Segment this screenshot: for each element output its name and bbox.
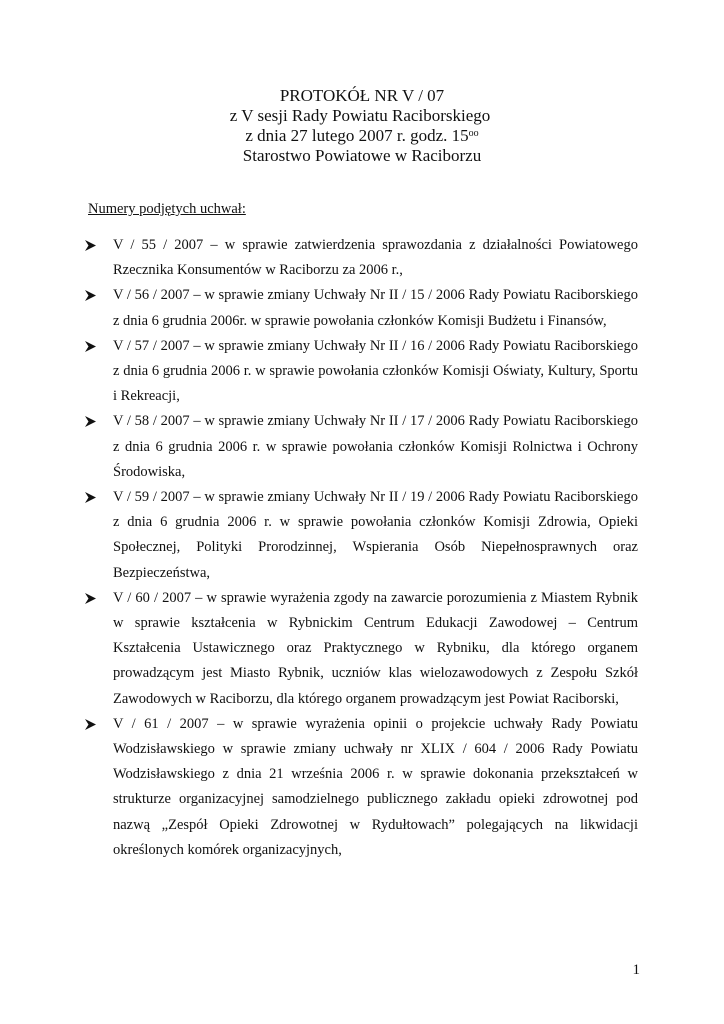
document-header [0, 86, 724, 166]
page-number: 1 [632, 962, 640, 978]
list-item [0, 712, 724, 863]
arrow-bullet-icon [84, 485, 100, 510]
list-item-text: V / 55 / 2007 – w sprawie zatwierdzenia sprawozdania z działalności Powiatowego Rzecznika Konsumentów w Raciborzu za 2006 r., [113, 237, 638, 279]
list-item-text: V / 56 / 2007 – w sprawie zmiany Uchwały Nr II / 15 / 2006 Rady Powiatu Raciborskiego z dnia 6 grudnia 2006r. w sprawie powołania członków Komisji Budżetu i Finansów, [113, 287, 638, 329]
list-item-text: V / 59 / 2007 – w sprawie zmiany Uchwały Nr II / 19 / 2006 Rady Powiatu Raciborskiego z dnia 6 grudnia 2006 r. w sprawie powołania członków Komisji Zdrowia, Opieki Społecznej, Polityki Prorodzinnej, Wspierania Osób Niepełnosprawnych oraz Bezpieczeństwa, [113, 489, 638, 581]
list-item [0, 485, 724, 586]
date-line [0, 126, 724, 146]
arrow-bullet-icon [84, 233, 100, 258]
arrow-bullet-icon [84, 409, 100, 434]
list-item-text: V / 57 / 2007 – w sprawie zmiany Uchwały Nr II / 16 / 2006 Rady Powiatu Raciborskiego z dnia 6 grudnia 2006 r. w sprawie powołania członków Komisji Oświaty, Kultury, Sportu i Rekreacji, [113, 337, 638, 405]
list-item [0, 233, 724, 283]
resolutions-heading: Numery podjętych uchwał: [88, 201, 246, 217]
time-superscript: oo [468, 128, 479, 139]
date-text: z dnia 27 lutego 2007 r. godz. 15 [245, 126, 469, 145]
list-item [0, 334, 724, 410]
list-item [0, 409, 724, 485]
list-item-text: V / 60 / 2007 – w sprawie wyrażenia zgody na zawarcie porozumienia z Miastem Rybnik w sprawie kształcenia w Rybnickim Centrum Edukacji Zawodowej – Centrum Kształcenia Ustawicznego oraz Praktycznego w Rybniku, dla którego organem prowadzącym jest Miasto Rybnik, uczniów klas wielozawodowych z Zespołu Szkół Zawodowych w Raciborzu, dla którego organem prowadzącym jest Powiat Raciborski, [113, 589, 638, 707]
list-item-text: V / 58 / 2007 – w sprawie zmiany Uchwały Nr II / 17 / 2006 Rady Powiatu Raciborskiego z dnia 6 grudnia 2006 r. w sprawie powołania członków Komisji Rolnictwa i Ochrony Środowiska, [113, 413, 638, 480]
list-item [0, 283, 724, 333]
arrow-bullet-icon [84, 586, 100, 611]
arrow-bullet-icon [84, 334, 100, 359]
list-item [0, 586, 724, 712]
location-line: Starostwo Powiatowe w Raciborzu [242, 146, 482, 165]
list-item-text: V / 61 / 2007 – w sprawie wyrażenia opinii o projekcie uchwały Rady Powiatu Wodzisławskiego w sprawie zmiany uchwały nr XLIX / 604 / 2006 Rady Powiatu Wodzisławskiego z dnia 21 września 2006 r. w sprawie dokonania przekształceń w strukturze organizacyjnej samodzielnego publicznego zakładu opieki zdrowotnej pod nazwą „Zespół Opieki Zdrowotnej w Rydułtowach” polegających na likwidacji określonych komórek organizacyjnych, [113, 715, 638, 858]
protocol-title: PROTOKÓŁ NR V / 07 [279, 86, 445, 105]
arrow-bullet-icon [84, 712, 100, 737]
resolutions-list [0, 233, 724, 863]
arrow-bullet-icon [84, 283, 100, 308]
session-line: z V sesji Rady Powiatu Raciborskiego [229, 106, 491, 125]
